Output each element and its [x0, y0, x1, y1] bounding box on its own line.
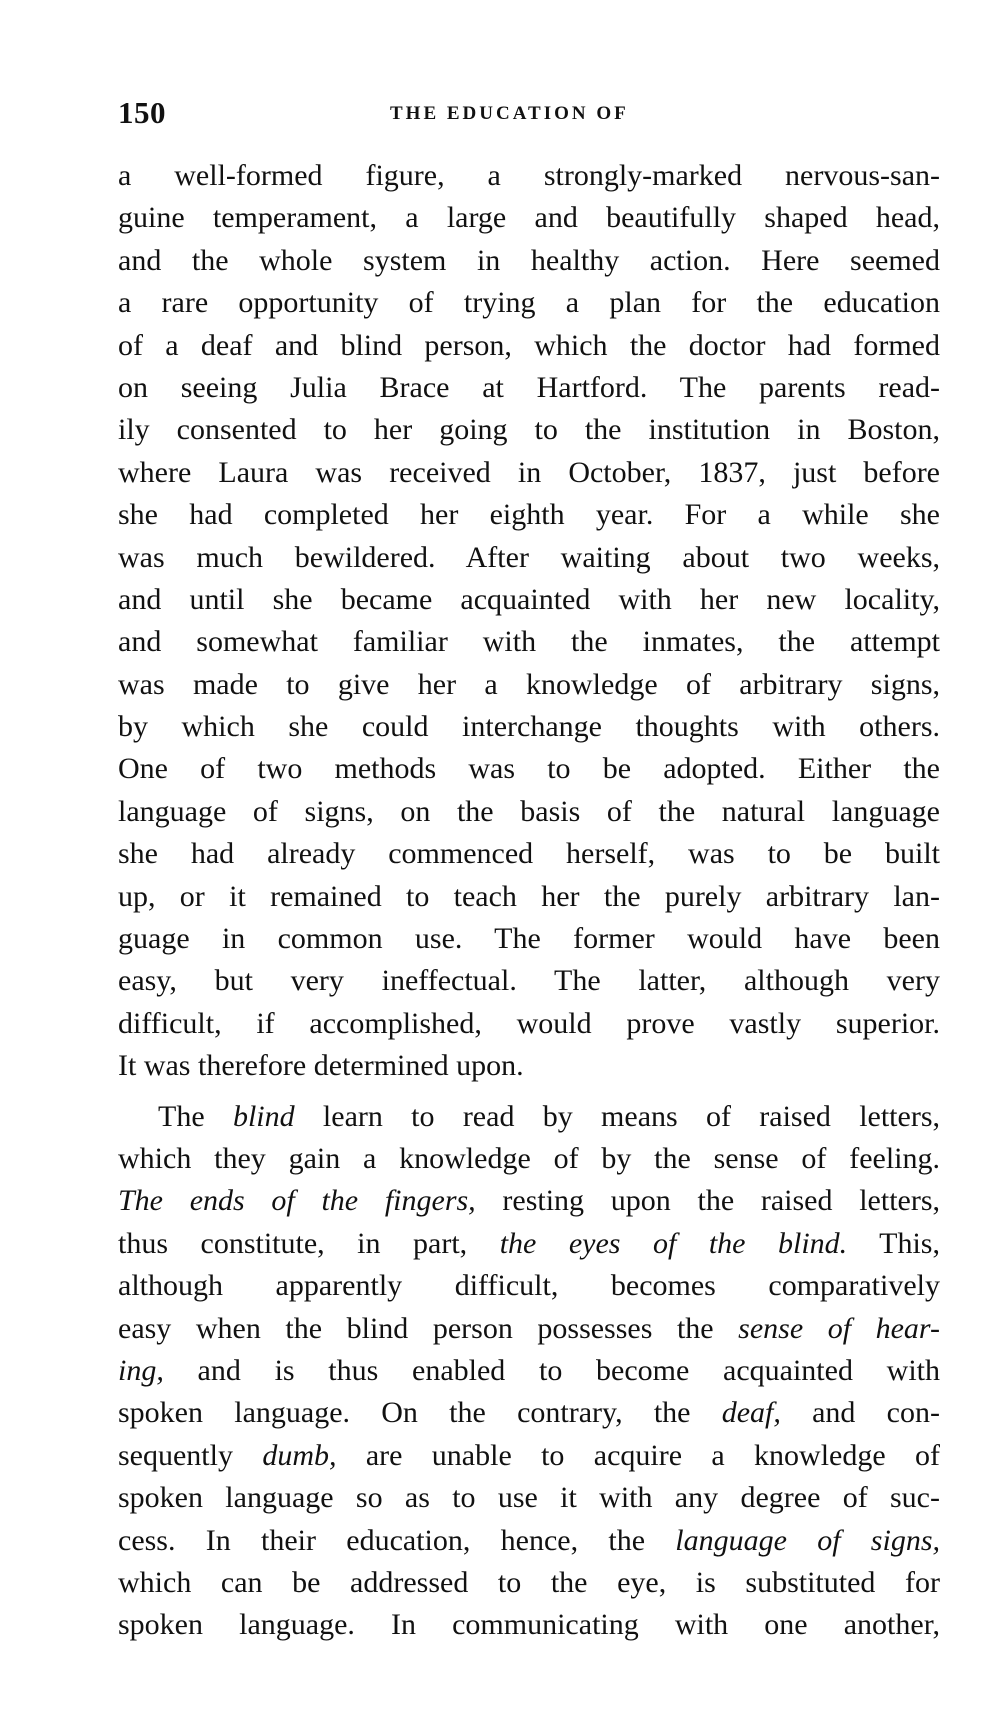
text-line	[118, 1180, 940, 1222]
text-line	[118, 1223, 940, 1265]
text-span: are unable to acquire a knowledge of	[336, 1438, 940, 1472]
text-line: she had completed her eighth year. For a while she	[118, 498, 940, 532]
text-line: and the whole system in healthy action. Here seemed	[118, 243, 940, 277]
italic-text: sense of hear-	[738, 1311, 940, 1345]
italic-text: dumb,	[262, 1438, 337, 1472]
text-line	[118, 1096, 940, 1138]
text-span: and con-	[780, 1396, 940, 1430]
text-line	[118, 1435, 940, 1477]
text-span: and is thus enabled to become acquainted with	[163, 1353, 940, 1387]
text-line	[118, 1308, 940, 1350]
text-line: on seeing Julia Brace at Hartford. The parents read-	[118, 370, 940, 404]
text-line	[118, 1520, 940, 1562]
running-head: THE EDUCATION OF	[390, 103, 629, 124]
text-span: This,	[847, 1226, 940, 1260]
text-span: learn to read by means of raised letters,	[294, 1099, 941, 1133]
text-line: which can be addressed to the eye, is substituted for	[118, 1565, 940, 1599]
text-line: up, or it remained to teach her the purely arbitrary lan-	[118, 879, 940, 913]
text-line: a rare opportunity of trying a plan for the education	[118, 286, 940, 320]
italic-text: The ends of the fingers,	[118, 1184, 476, 1218]
italic-text: language of signs,	[675, 1523, 940, 1557]
text-line: ily consented to her going to the institution in Boston,	[118, 413, 940, 447]
text-line: although apparently difficult, becomes comparatively	[118, 1269, 940, 1303]
text-line: It was therefore determined upon.	[118, 1049, 524, 1083]
text-line: of a deaf and blind person, which the doctor had formed	[118, 328, 940, 362]
text-span: sequently	[118, 1438, 263, 1472]
text-line: difficult, if accomplished, would prove vastly superior.	[118, 1006, 940, 1040]
italic-text: the eyes of the blind.	[499, 1226, 848, 1260]
text-line: where Laura was received in October, 1837, just before	[118, 455, 940, 489]
italic-text: blind	[232, 1099, 295, 1133]
italic-text: deaf,	[721, 1396, 781, 1430]
text-line	[118, 1392, 940, 1434]
text-line: was made to give her a knowledge of arbitrary signs,	[118, 667, 940, 701]
text-line: was much bewildered. After waiting about two weeks,	[118, 540, 940, 574]
text-line: One of two methods was to be adopted. Either the	[118, 752, 940, 786]
text-line: she had already commenced herself, was to be built	[118, 837, 940, 871]
page-number: 150	[118, 95, 166, 130]
text-span: cess. In their education, hence, the	[118, 1523, 676, 1557]
text-line: guage in common use. The former would have been	[118, 922, 940, 956]
text-line: guine temperament, a large and beautifully shaped head,	[118, 201, 940, 235]
body-text	[118, 155, 940, 1647]
text-span: spoken language. On the contrary, the	[118, 1396, 722, 1430]
text-line: easy, but very ineffectual. The latter, although very	[118, 964, 940, 998]
text-span: The	[158, 1099, 233, 1133]
paragraph-2	[118, 1096, 940, 1647]
text-line: and until she became acquainted with her new locality,	[118, 582, 940, 616]
text-line: language of signs, on the basis of the natural language	[118, 794, 940, 828]
text-span: thus constitute, in part,	[118, 1226, 500, 1260]
text-line: spoken language so as to use it with any degree of suc-	[118, 1481, 940, 1515]
text-line: spoken language. In communicating with one another,	[118, 1608, 940, 1642]
paragraph-1	[118, 155, 940, 1088]
text-line: which they gain a knowledge of by the sense of feeling.	[118, 1141, 940, 1175]
text-span: easy when the blind person possesses the	[118, 1311, 739, 1345]
page-header	[118, 95, 940, 135]
text-line: and somewhat familiar with the inmates, the attempt	[118, 625, 940, 659]
italic-text: ing,	[118, 1353, 164, 1387]
text-line: by which she could interchange thoughts with others.	[118, 710, 940, 744]
text-line	[118, 1350, 940, 1392]
text-line: a well-formed figure, a strongly-marked nervous-san-	[118, 159, 940, 192]
text-span: resting upon the raised letters,	[475, 1184, 941, 1218]
